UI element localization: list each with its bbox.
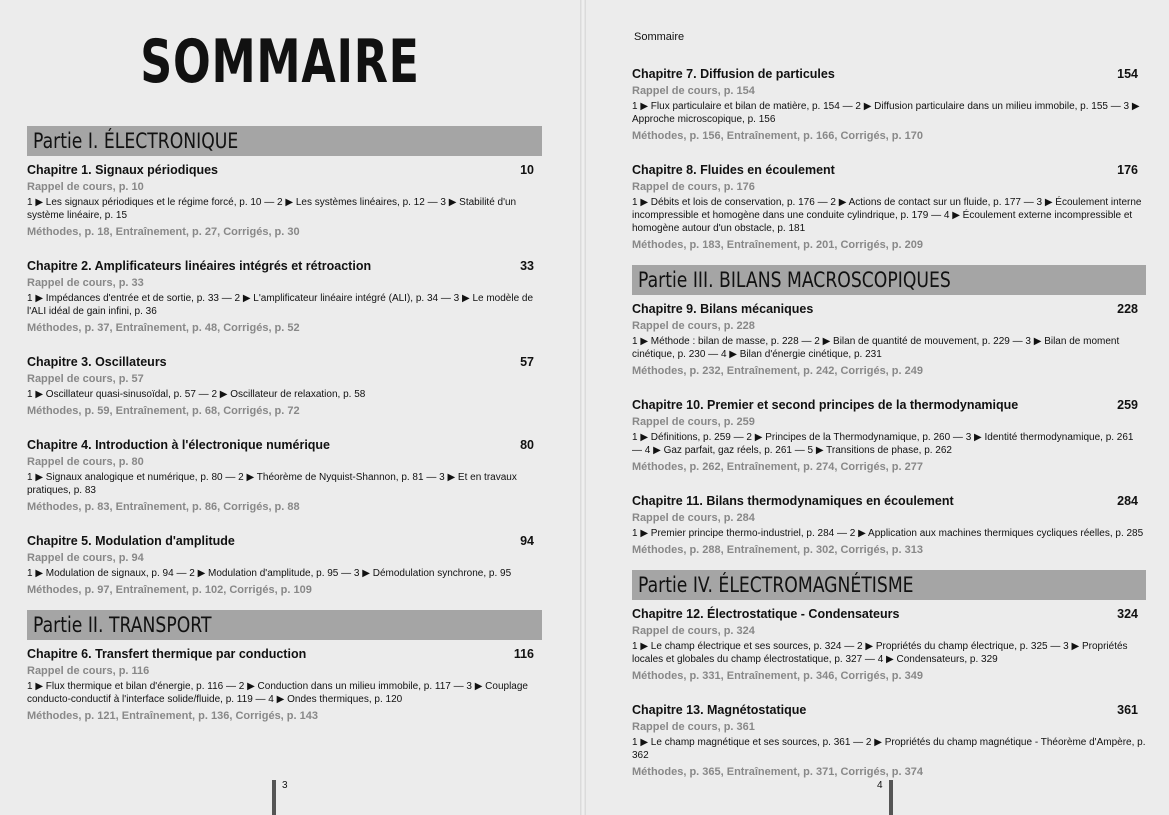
rappel-de-cours: Rappel de cours, p. 94 (27, 552, 144, 564)
section-list: 1 ▶ Flux thermique et bilan d'énergie, p. 116 — 2 ▶ Conduction dans un milieu immobile, p. 117 — 3 ▶ Couplage conducto-conductif à l'interface solide/fluide, p. 119 — 4 ▶ Ondes thermiques, p. 120 (27, 681, 528, 705)
chapter-entry (632, 301, 1146, 379)
rappel-de-cours: Rappel de cours, p. 57 (27, 373, 144, 385)
chapter-heading (27, 258, 542, 274)
part-heading-text: Partie III. BILANS MACROSCOPIQUES (638, 268, 951, 292)
chapter-title: Chapitre 7. Diffusion de particules (632, 67, 835, 81)
chapter-heading (632, 606, 1146, 622)
chapter-page-number: 57 (520, 355, 534, 369)
methodes-line: Méthodes, p. 365, Entraînement, p. 371, Corrigés, p. 374 (632, 766, 923, 778)
part-heading-text: Partie IV. ÉLECTROMAGNÉTISME (638, 573, 914, 597)
section-list: 1 ▶ Oscillateur quasi-sinusoïdal, p. 57 — 2 ▶ Oscillateur de relaxation, p. 58 (27, 389, 366, 400)
methodes-line: Méthodes, p. 156, Entraînement, p. 166, Corrigés, p. 170 (632, 130, 923, 142)
section-list: 1 ▶ Le champ électrique et ses sources, p. 324 — 2 ▶ Propriétés du champ électrique, p. 325 — 3 ▶ Propriétés locales et globales du champ électrostatique, p. 327 — 4 ▶ Condensateurs, p. 329 (632, 641, 1128, 665)
section-list: 1 ▶ Les signaux périodiques et le régime forcé, p. 10 — 2 ▶ Les systèmes linéaires, p. 12 — 3 ▶ Stabilité d'un système linéaire, p. 15 (27, 197, 517, 221)
chapter-page-number: 324 (1117, 607, 1138, 621)
running-head: Sommaire (634, 31, 685, 43)
page-number-left: 3 (282, 780, 288, 791)
right-toc-column (632, 66, 1146, 780)
part-heading (27, 126, 542, 156)
chapter-page-number: 10 (520, 163, 534, 177)
chapter-heading (632, 301, 1146, 317)
chapter-title: Chapitre 13. Magnétostatique (632, 703, 807, 717)
chapter-page-number: 116 (513, 647, 534, 661)
methodes-line: Méthodes, p. 331, Entraînement, p. 346, Corrigés, p. 349 (632, 670, 923, 682)
chapter-entry (27, 437, 542, 515)
chapter-entry (27, 258, 542, 336)
methodes-line: Méthodes, p. 262, Entraînement, p. 274, Corrigés, p. 277 (632, 461, 923, 473)
chapter-title: Chapitre 11. Bilans thermodynamiques en écoulement (632, 494, 954, 508)
chapter-page-number: 80 (520, 438, 534, 452)
rappel-de-cours: Rappel de cours, p. 116 (27, 665, 150, 677)
chapter-entry (632, 162, 1146, 253)
methodes-line: Méthodes, p. 183, Entraînement, p. 201, Corrigés, p. 209 (632, 239, 923, 251)
chapter-page-number: 259 (1117, 398, 1138, 412)
chapter-entry (632, 702, 1146, 780)
section-list: 1 ▶ Définitions, p. 259 — 2 ▶ Principes de la Thermodynamique, p. 260 — 3 ▶ Identité thermodynamique, p. 261 — 4 ▶ Gaz parfait, gaz réels, p. 261 — 5 ▶ Transitions de phase, p. 262 (632, 432, 1134, 456)
chapter-title: Chapitre 6. Transfert thermique par conduction (27, 647, 307, 661)
methodes-line: Méthodes, p. 37, Entraînement, p. 48, Corrigés, p. 52 (27, 322, 300, 334)
section-list: 1 ▶ Impédances d'entrée et de sortie, p. 33 — 2 ▶ L'amplificateur linéaire intégré (ALI), p. 34 — 3 ▶ Le modèle de l'ALI idéal de gain infini, p. 36 (27, 293, 534, 317)
part-heading-text: Partie II. TRANSPORT (33, 613, 212, 637)
chapter-entry (632, 606, 1146, 684)
chapter-title: Chapitre 8. Fluides en écoulement (632, 163, 835, 177)
methodes-line: Méthodes, p. 59, Entraînement, p. 68, Corrigés, p. 72 (27, 405, 300, 417)
section-list: 1 ▶ Méthode : bilan de masse, p. 228 — 2 ▶ Bilan de quantité de mouvement, p. 229 — 3 ▶ Bilan de moment cinétique, p. 230 — 4 ▶ Bilan d'énergie cinétique, p. 231 (632, 336, 1120, 360)
rappel-de-cours: Rappel de cours, p. 284 (632, 512, 755, 524)
left-page (0, 0, 580, 815)
chapter-title: Chapitre 9. Bilans mécaniques (632, 302, 814, 316)
chapter-entry (27, 162, 542, 240)
section-list: 1 ▶ Le champ magnétique et ses sources, p. 361 — 2 ▶ Propriétés du champ magnétique - Théorème d'Ampère, p. 362 (632, 737, 1146, 761)
section-list: 1 ▶ Modulation de signaux, p. 94 — 2 ▶ Modulation d'amplitude, p. 95 — 3 ▶ Démodulation synchrone, p. 95 (27, 568, 512, 579)
page-number-bar (889, 780, 893, 815)
part-heading (632, 265, 1146, 295)
chapter-page-number: 94 (520, 534, 534, 548)
chapter-heading (632, 702, 1146, 718)
chapter-title: Chapitre 5. Modulation d'amplitude (27, 534, 235, 548)
section-list: 1 ▶ Flux particulaire et bilan de matière, p. 154 — 2 ▶ Diffusion particulaire dans un milieu immobile, p. 155 — 3 ▶ Approche microscopique, p. 156 (632, 101, 1140, 125)
chapter-heading (27, 437, 542, 453)
chapter-entry (27, 354, 542, 419)
rappel-de-cours: Rappel de cours, p. 80 (27, 456, 144, 468)
methodes-line: Méthodes, p. 97, Entraînement, p. 102, Corrigés, p. 109 (27, 584, 312, 596)
part-heading (27, 610, 542, 640)
rappel-de-cours: Rappel de cours, p. 361 (632, 721, 755, 733)
rappel-de-cours: Rappel de cours, p. 259 (632, 416, 755, 428)
rappel-de-cours: Rappel de cours, p. 154 (632, 85, 755, 97)
right-page (586, 0, 1169, 815)
rappel-de-cours: Rappel de cours, p. 33 (27, 277, 144, 289)
chapter-heading (27, 354, 542, 370)
section-list: 1 ▶ Signaux analogique et numérique, p. 80 — 2 ▶ Théorème de Nyquist-Shannon, p. 81 — 3 ▶ Et en travaux pratiques, p. 83 (27, 472, 517, 496)
section-list: 1 ▶ Débits et lois de conservation, p. 176 — 2 ▶ Actions de contact sur un fluide, p. 177 — 3 ▶ Écoulement interne incompressible et homogène dans une conduite cylindrique, p. 179 — 4 ▶ Écoulement externe incompressible et homogène autour d'un obstacle, p. 181 (632, 197, 1142, 234)
chapter-page-number: 33 (520, 259, 534, 273)
part-heading (632, 570, 1146, 600)
chapter-entry (632, 66, 1146, 144)
chapter-page-number: 176 (1117, 163, 1138, 177)
left-toc-column (27, 126, 542, 724)
chapter-heading (632, 162, 1146, 178)
section-list: 1 ▶ Premier principe thermo-industriel, p. 284 — 2 ▶ Application aux machines thermiques cycliques réelles, p. 285 (632, 528, 1144, 539)
chapter-entry (632, 493, 1146, 558)
chapter-page-number: 154 (1117, 67, 1138, 81)
methodes-line: Méthodes, p. 18, Entraînement, p. 27, Corrigés, p. 30 (27, 226, 300, 238)
chapter-page-number: 228 (1117, 302, 1138, 316)
chapter-entry (27, 533, 542, 598)
chapter-heading (632, 493, 1146, 509)
chapter-page-number: 284 (1117, 494, 1138, 508)
methodes-line: Méthodes, p. 83, Entraînement, p. 86, Corrigés, p. 88 (27, 501, 300, 513)
chapter-title: Chapitre 3. Oscillateurs (27, 355, 167, 369)
chapter-entry (632, 397, 1146, 475)
chapter-title: Chapitre 12. Électrostatique - Condensateurs (632, 607, 900, 621)
chapter-heading (27, 646, 542, 662)
chapter-title: Chapitre 1. Signaux périodiques (27, 163, 219, 177)
page-number-right: 4 (877, 780, 883, 791)
rappel-de-cours: Rappel de cours, p. 176 (632, 181, 755, 193)
rappel-de-cours: Rappel de cours, p. 228 (632, 320, 755, 332)
methodes-line: Méthodes, p. 232, Entraînement, p. 242, Corrigés, p. 249 (632, 365, 923, 377)
chapter-heading (27, 162, 542, 178)
methodes-line: Méthodes, p. 121, Entraînement, p. 136, Corrigés, p. 143 (27, 710, 318, 722)
rappel-de-cours: Rappel de cours, p. 10 (27, 181, 144, 193)
page-title: SOMMAIRE (140, 27, 420, 97)
chapter-heading (632, 397, 1146, 413)
chapter-title: Chapitre 2. Amplificateurs linéaires intégrés et rétroaction (27, 259, 372, 273)
chapter-title: Chapitre 4. Introduction à l'électronique numérique (27, 438, 331, 452)
rappel-de-cours: Rappel de cours, p. 324 (632, 625, 755, 637)
page-number-bar (272, 780, 276, 815)
chapter-entry (27, 646, 542, 724)
methodes-line: Méthodes, p. 288, Entraînement, p. 302, Corrigés, p. 313 (632, 544, 923, 556)
chapter-page-number: 361 (1117, 703, 1138, 717)
part-heading-text: Partie I. ÉLECTRONIQUE (33, 129, 239, 153)
chapter-heading (27, 533, 542, 549)
chapter-heading (632, 66, 1146, 82)
chapter-title: Chapitre 10. Premier et second principes de la thermodynamique (632, 398, 1019, 412)
